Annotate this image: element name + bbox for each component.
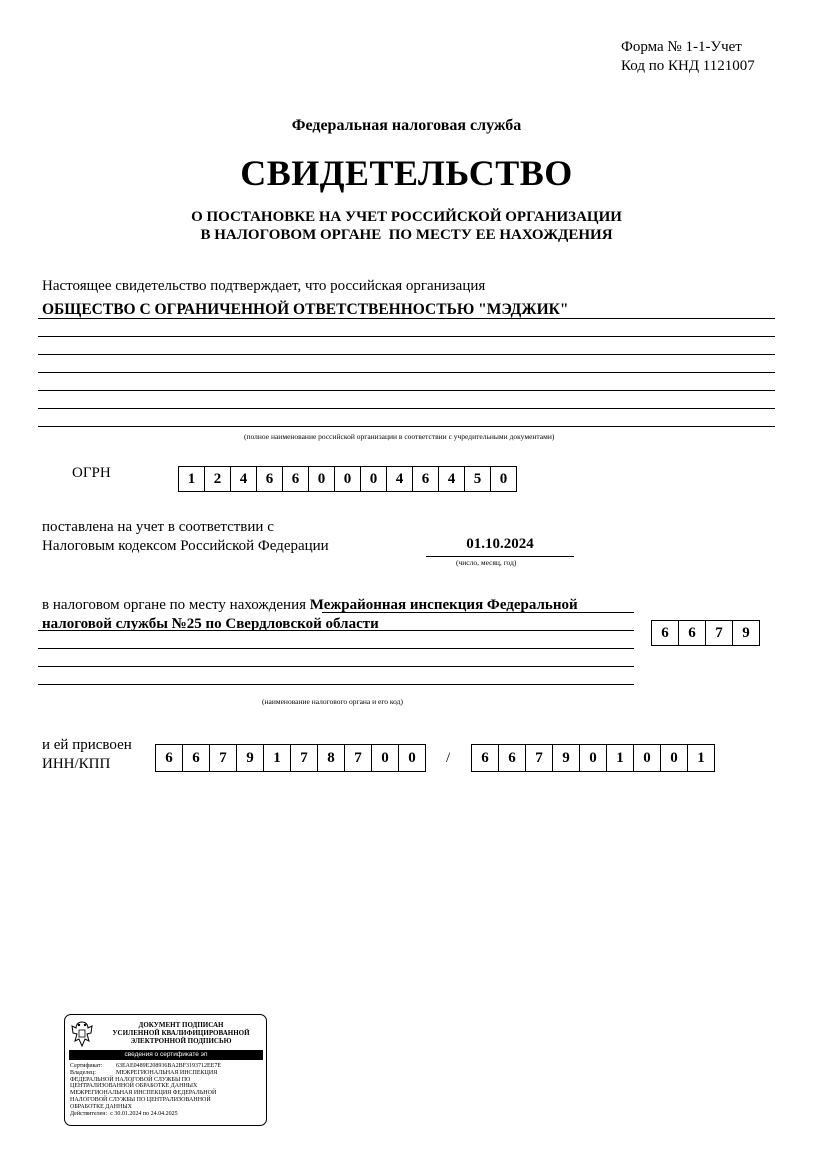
document-title: СВИДЕТЕЛЬСТВО — [240, 153, 573, 193]
kpp-digit: 1 — [606, 744, 634, 772]
inn-kpp-label-line-2: ИНН/КПП — [42, 756, 111, 772]
organization-caption: (полное наименование российской организации в соответствии с учредительными документами) — [244, 432, 555, 441]
stamp-certificate-bar: сведения о сертификате эп — [69, 1050, 263, 1060]
kpp-cells — [471, 744, 715, 772]
knd-code: Код по КНД 1121007 — [621, 58, 755, 74]
form-meta — [621, 38, 755, 76]
org-line-5 — [38, 390, 775, 391]
tax-authority-text — [42, 596, 578, 634]
intro-text: Настоящее свидетельство подтверждает, что российская организация — [42, 278, 486, 294]
inn-digit: 6 — [155, 744, 183, 772]
org-line-4 — [38, 372, 775, 373]
service-name: Федеральная налоговая служба — [291, 117, 522, 134]
inn-digit: 6 — [182, 744, 210, 772]
tax-authority-name-2: налоговой службы №25 по Свердловской области — [42, 616, 379, 632]
stamp-title-line-2: УСИЛЕННОЙ КВАЛИФИЦИРОВАННОЙ — [112, 1029, 250, 1037]
owner-label: Владелец: — [70, 1069, 96, 1076]
tax-code-cells — [651, 620, 760, 646]
org-line-1 — [38, 318, 775, 319]
tax-authority-prefix: в налоговом органе по месту нахождения — [42, 597, 307, 613]
ogrn-digit: 4 — [386, 466, 413, 492]
inn-kpp-separator: / — [446, 750, 451, 766]
date-caption: (число, месяц, год) — [456, 558, 517, 567]
tax-line-3 — [38, 666, 634, 667]
ogrn-label: ОГРН — [72, 465, 111, 481]
org-line-6 — [38, 408, 775, 409]
kpp-digit: 9 — [552, 744, 580, 772]
emblem-icon — [69, 1019, 95, 1049]
tax-line-1 — [38, 630, 634, 631]
inn-cells — [155, 744, 426, 772]
ogrn-digit: 5 — [464, 466, 491, 492]
tax-line-2 — [38, 648, 634, 649]
inn-digit: 9 — [236, 744, 264, 772]
inn-digit: 8 — [317, 744, 345, 772]
tax-code-digit: 6 — [678, 620, 706, 646]
ogrn-digit: 0 — [490, 466, 517, 492]
ogrn-digit: 0 — [334, 466, 361, 492]
registration-line-1: поставлена на учет в соответствии с — [42, 519, 274, 535]
ogrn-digit: 6 — [282, 466, 309, 492]
org-line-3 — [38, 354, 775, 355]
ogrn-digit: 1 — [178, 466, 205, 492]
org-line-2 — [38, 336, 775, 337]
tax-code-digit: 9 — [732, 620, 760, 646]
signature-stamp — [64, 1014, 267, 1126]
kpp-digit: 0 — [579, 744, 607, 772]
registration-line-2: Налоговым кодексом Российской Федерации — [42, 538, 329, 554]
stamp-details — [70, 1063, 264, 1117]
stamp-title — [99, 1021, 263, 1045]
inn-digit: 0 — [398, 744, 426, 772]
organization-name: ОБЩЕСТВО С ОГРАНИЧЕННОЙ ОТВЕТСТВЕННОСТЬЮ "МЭДЖИК" — [42, 301, 569, 318]
registration-text — [42, 518, 329, 556]
inn-digit: 0 — [371, 744, 399, 772]
inn-digit: 7 — [209, 744, 237, 772]
ogrn-cells — [178, 466, 517, 492]
stamp-title-line-3: ЭЛЕКТРОННОЙ ПОДПИСЬЮ — [130, 1037, 232, 1045]
document-subtitle — [0, 208, 813, 244]
ogrn-digit: 6 — [256, 466, 283, 492]
kpp-digit: 6 — [498, 744, 526, 772]
owner-value-rest: ФЕДЕРАЛЬНОЙ НАЛОГОВОЙ СЛУЖБЫ ПО ЦЕНТРАЛИЗОВАННОЙ ОБРАБОТКЕ ДАННЫХ МЕЖРЕГИОНАЛЬНАЯ ИНСПЕКЦИЯ ФЕДЕРАЛЬНОЙ НАЛОГОВОЙ СЛУЖБЫ ПО ЦЕНТРАЛИЗОВАННОЙ ОБРАБОТКЕ ДАННЫХ — [70, 1076, 217, 1110]
ogrn-digit: 2 — [204, 466, 231, 492]
ogrn-digit: 0 — [360, 466, 387, 492]
inn-digit: 7 — [344, 744, 372, 772]
valid-label: Действителен: — [70, 1110, 108, 1117]
tax-line-4 — [38, 684, 634, 685]
tax-authority-caption: (наименование налогового органа и его код) — [262, 697, 403, 706]
kpp-digit: 0 — [633, 744, 661, 772]
owner-value-first: МЕЖРЕГИОНАЛЬНАЯ ИНСПЕКЦИЯ — [116, 1069, 218, 1076]
inn-kpp-label — [42, 736, 132, 774]
subtitle-line-2: В НАЛОГОВОМ ОРГАНЕ ПО МЕСТУ ЕЕ НАХОЖДЕНИЯ — [200, 227, 613, 243]
inn-digit: 1 — [263, 744, 291, 772]
ogrn-digit: 6 — [412, 466, 439, 492]
ogrn-digit: 0 — [308, 466, 335, 492]
kpp-digit: 6 — [471, 744, 499, 772]
tax-code-digit: 6 — [651, 620, 679, 646]
subtitle-line-1: О ПОСТАНОВКЕ НА УЧЕТ РОССИЙСКОЙ ОРГАНИЗАЦИИ — [191, 209, 622, 225]
certificate-label: Сертификат: — [70, 1063, 103, 1069]
registration-date: 01.10.2024 — [466, 536, 534, 552]
valid-value: с 30.01.2024 по 24.04.2025 — [110, 1110, 178, 1117]
date-underline — [426, 556, 574, 557]
tax-code-digit: 7 — [705, 620, 733, 646]
tax-authority-name-1: Межрайонная инспекция Федеральной — [309, 597, 578, 613]
kpp-digit: 7 — [525, 744, 553, 772]
kpp-digit: 0 — [660, 744, 688, 772]
org-line-7 — [38, 426, 775, 427]
stamp-title-line-1: ДОКУМЕНТ ПОДПИСАН — [138, 1021, 224, 1029]
inn-digit: 7 — [290, 744, 318, 772]
inn-kpp-label-line-1: и ей присвоен — [42, 737, 132, 753]
ogrn-digit: 4 — [438, 466, 465, 492]
certificate-value: 63EAE0489E208936BA2BF3193712EE7E — [116, 1063, 221, 1069]
ogrn-digit: 4 — [230, 466, 257, 492]
tax-line-0 — [322, 612, 634, 613]
form-number: Форма № 1-1-Учет — [621, 39, 742, 55]
kpp-digit: 1 — [687, 744, 715, 772]
